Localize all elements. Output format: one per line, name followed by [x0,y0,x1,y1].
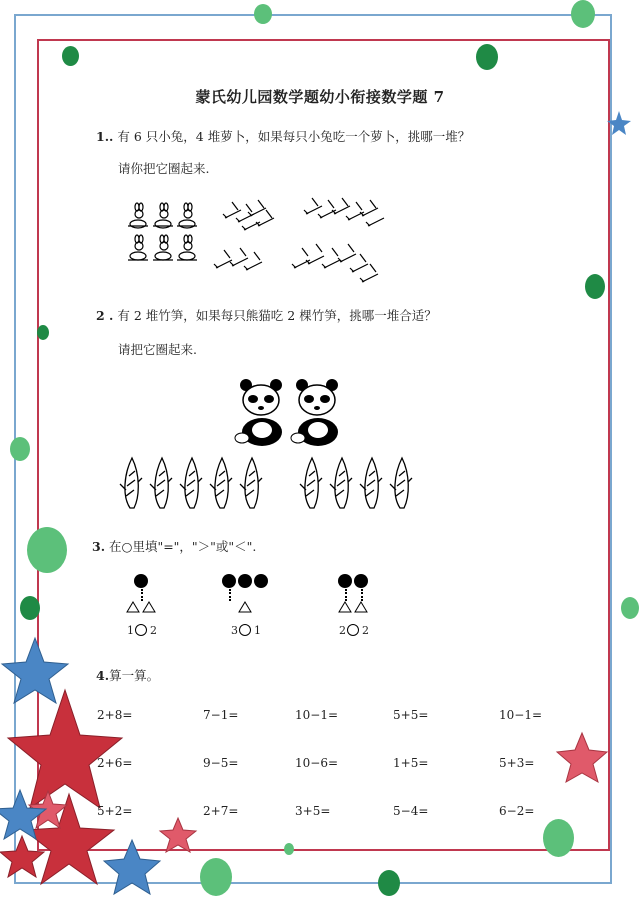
page-title: 蒙氏幼儿园数学题幼小衔接数学题 7 [195,88,445,106]
answer-circle[interactable] [347,624,359,636]
panda-icon [291,379,338,446]
bamboo-pile-2 [298,456,420,510]
bamboo-shoot-icon [180,458,202,508]
dotted-connector [345,589,347,601]
black-dot [134,574,148,588]
math-problem: 1+5= [393,756,429,770]
question-3-number: 3. [92,539,106,554]
math-problem: 2+8= [97,708,133,722]
math-problem: 7−1= [203,708,239,722]
black-dot [254,574,268,588]
compare-left-number: 1 [127,624,134,637]
rabbit-icon [153,203,173,228]
question-2-number: 2 . [96,308,114,323]
triangle-icon [354,601,368,613]
math-problem: 5+2= [97,804,133,818]
math-problem: 5+3= [499,756,535,770]
question-3-text: 在○里填"="，"＞"或"＜". [109,539,257,554]
question-2-text: 有 2 堆竹笋，如果每只熊猫吃 2 棵竹笋，挑哪一堆合适？ [117,308,437,323]
compare-right-number: 1 [254,624,261,637]
bamboo-shoot-icon [240,458,262,508]
question-2-instruction: 请把它圈起来. [118,342,197,357]
bamboo-shoot-icon [330,458,352,508]
dotted-connector [361,589,363,601]
black-dot [354,574,368,588]
panda-group [232,378,344,448]
star-blue-small [607,111,631,135]
question-3 [92,537,256,555]
math-problem: 2+7= [203,804,239,818]
rabbit-group [124,204,204,270]
bamboo-shoot-icon [390,458,412,508]
math-problem: 5+5= [393,708,429,722]
question-1-instruction: 请你把它圈起来. [118,161,210,176]
star-blue-bottom [104,840,160,894]
rabbit-icon [128,203,148,228]
dotted-connector [141,589,143,601]
math-problem: 6−2= [499,804,535,818]
carrot-pile-1 [220,198,280,234]
triangle-icon [142,601,156,613]
question-4-title: 算一算。 [109,668,160,683]
math-problem: 10−1= [499,708,543,722]
math-problem: 2+6= [97,756,133,770]
black-dot [238,574,252,588]
bamboo-pile-1 [118,456,270,510]
rabbit-icon [153,235,173,260]
math-problem: 10−6= [295,756,339,770]
triangle-icon [238,601,252,613]
rabbit-icon [177,203,197,228]
star-pink-bottom [160,818,196,852]
black-dot [338,574,352,588]
compare-left-number: 3 [231,624,238,637]
triangle-icon [338,601,352,613]
question-4-number: 4. [96,668,110,683]
math-problem: 10−1= [295,708,339,722]
bamboo-shoot-icon [210,458,232,508]
dotted-connector [229,589,231,601]
bamboo-shoot-icon [150,458,172,508]
bamboo-shoot-icon [360,458,382,508]
compare-right-number: 2 [362,624,369,637]
panda-icon [235,379,282,446]
question-1-number: 1.. [96,129,114,144]
answer-circle[interactable] [135,624,147,636]
math-problem: 3+5= [295,804,331,818]
compare-left-number: 2 [339,624,346,637]
rabbit-icon [177,235,197,260]
star-red-corner [0,836,44,877]
bamboo-shoot-icon [120,458,142,508]
star-blue-left [2,638,68,703]
star-pink-right [557,733,607,782]
question-4 [96,666,159,684]
compare-right-number: 2 [150,624,157,637]
rabbit-icon [128,235,148,260]
question-2 [96,306,437,324]
carrot-pile-2 [302,196,388,230]
math-problem: 5−4= [393,804,429,818]
question-1 [96,127,470,145]
carrot-pile-3 [212,246,268,276]
answer-circle[interactable] [239,624,251,636]
math-problem: 9−5= [203,756,239,770]
carrot-pile-4 [290,242,388,286]
triangle-icon [126,601,140,613]
question-1-text: 有 6 只小兔，4 堆萝卜，如果每只小兔吃一个萝卜，挑哪一堆？ [117,129,471,144]
bamboo-shoot-icon [300,458,322,508]
black-dot [222,574,236,588]
